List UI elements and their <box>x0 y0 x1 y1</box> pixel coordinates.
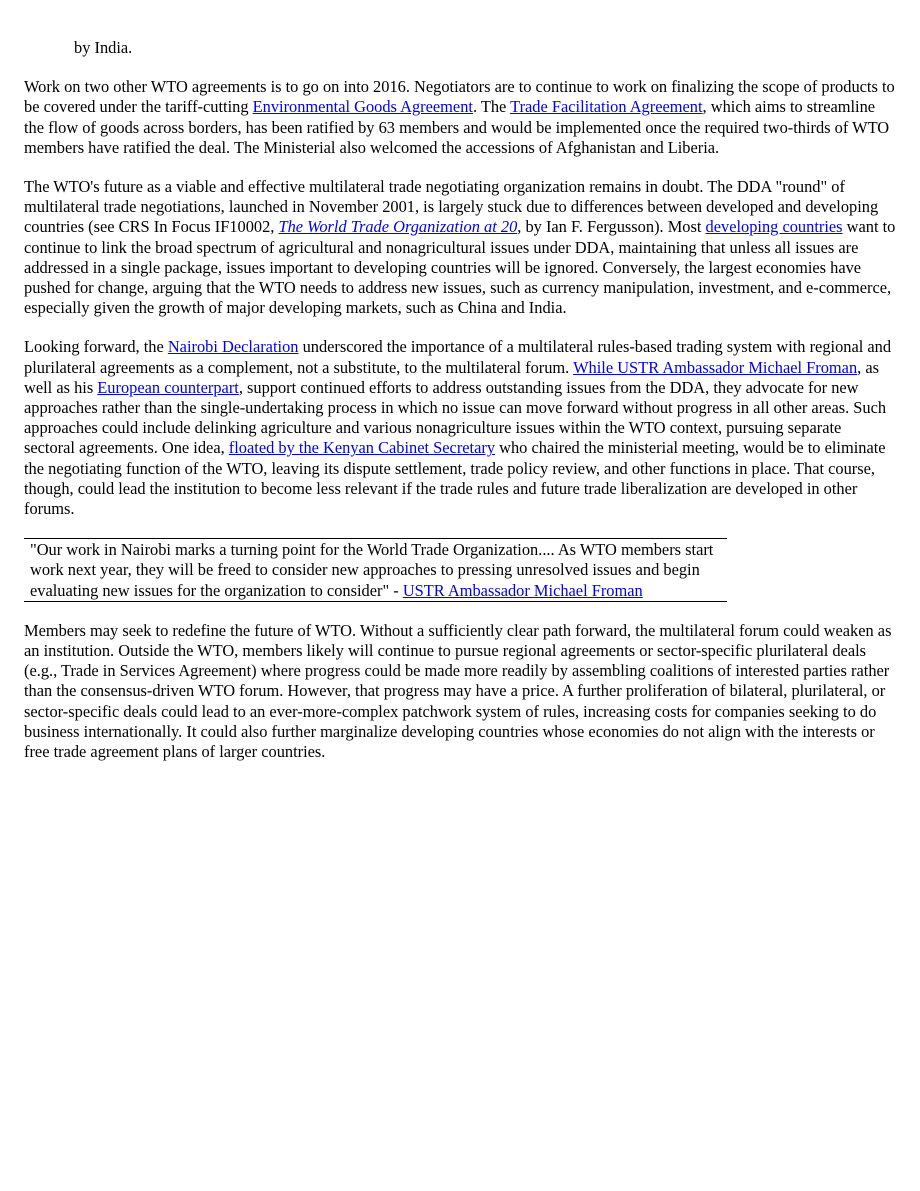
pull-quote <box>24 538 727 602</box>
paragraph-text: who chaired the ministerial meeting, would be to eliminate the negotiating function of the WTO, leaving its dispute settlement, trade policy review, and other functions in place. That course, though, could lead the institution to become less relevant if the trade rules and future trade liberalization are developed in other forums. <box>24 438 886 519</box>
paragraph-text: , as well as his <box>24 357 879 397</box>
paragraph-text: The WTO's future as a viable and effective multilateral trade negotiating organization remains in doubt. The DDA "round" of multilateral trade negotiations, launched in November 2001, is largely stuck due to differences between developed and developing countries (see CRS In Focus IF10002, <box>24 177 879 237</box>
link-ustr-froman[interactable]: While USTR Ambassador Michael Froman <box>573 357 858 377</box>
paragraph-text: . The <box>472 97 511 117</box>
link-environmental-goods-agreement[interactable]: Environmental Goods Agreement <box>252 97 473 117</box>
paragraph-looking-forward <box>24 337 896 519</box>
link-developing-countries[interactable]: developing countries <box>705 217 843 237</box>
link-text-italic: The World Trade Organization at 20 <box>278 217 518 237</box>
link-kenyan-cabinet-secretary[interactable]: floated by the Kenyan Cabinet Secretary <box>228 438 496 458</box>
paragraph-text: Work on two other WTO agreements is to go on into 2016. Negotiators are to continue to work on finalizing the scope of products to be covered under the tariff-cutting <box>24 77 895 117</box>
paragraph-text: , which aims to streamline the flow of goods across borders, has been ratified by 63 members and would be implemented once the required two-thirds of WTO members have ratified the deal. The Ministerial also welcomed the accessions of Afghanistan and Liberia. <box>24 97 890 157</box>
link-quote-ustr-froman[interactable]: USTR Ambassador Michael Froman <box>402 580 643 600</box>
link-wto-at-20[interactable] <box>279 217 518 236</box>
paragraph-text: want to continue to link the broad spectrum of agricultural and nonagricultural issues under DDA, maintaining that unless all issues are addressed in a single package, issues important to developing countries will be ignored. Conversely, the largest economies have pushed for change, arguing that the WTO needs to address new issues, such as currency manipulation, investment, and e-commerce, especially given the growth of major developing markets, such as China and India. <box>24 217 896 318</box>
paragraph-text: Looking forward, the <box>24 337 168 357</box>
paragraph-text: by India. <box>74 38 133 57</box>
paragraph-text: Members may seek to redefine the future of WTO. Without a sufficiently clear path forward, the multilateral forum could weaken as an institution. Outside the WTO, members likely will continue to pursue regional agreements or sector-specific plurilateral deals (e.g., Trade in Services Agreement) where progress could be made more readily by assembling coalitions of interested parties rather than the consensus-driven WTO forum. However, that progress may have a price. A further proliferation of bilateral, plurilateral, or sector-specific deals could lead to an ever-more-complex patchwork system of rules, increasing costs for companies seeking to do business internationally. It could also further marginalize developing countries whose economies do not align with the interests or free trade agreement plans of larger countries. <box>24 620 892 762</box>
paragraph-text: , by Ian F. Fergusson). Most <box>517 217 706 237</box>
link-trade-facilitation-agreement[interactable]: Trade Facilitation Agreement <box>510 97 703 117</box>
pull-quote-text <box>24 540 727 601</box>
document-body <box>24 38 896 781</box>
paragraph-wto-agreements <box>24 77 896 158</box>
link-european-counterpart[interactable]: European counterpart <box>97 377 239 397</box>
quote-text: "Our work in Nairobi marks a turning point for the World Trade Organization.... As WTO members start work next year, they will be freed to consider new approaches to pressing unresolved issues and begin evaluating new issues for the organization to consider" - <box>30 540 714 600</box>
paragraph-members-redefine <box>24 621 896 762</box>
link-nairobi-declaration[interactable]: Nairobi Declaration <box>167 337 299 357</box>
paragraph-wto-future <box>24 177 896 318</box>
paragraph-continuation <box>24 38 896 58</box>
paragraph-text: underscored the importance of a multilateral rules-based trading system with regional and plurilateral agreements as a complement, not a substitute, to the multilateral forum. <box>24 337 892 377</box>
paragraph-text: , support continued efforts to address outstanding issues from the DDA, they advocate for new approaches rather than the single-undertaking process in which no issue can move forward without progress in all other areas. Such approaches could include delinking agriculture and various nonagriculture issues within the WTO context, pursuing separate sectoral agreements. One idea, <box>24 377 887 458</box>
